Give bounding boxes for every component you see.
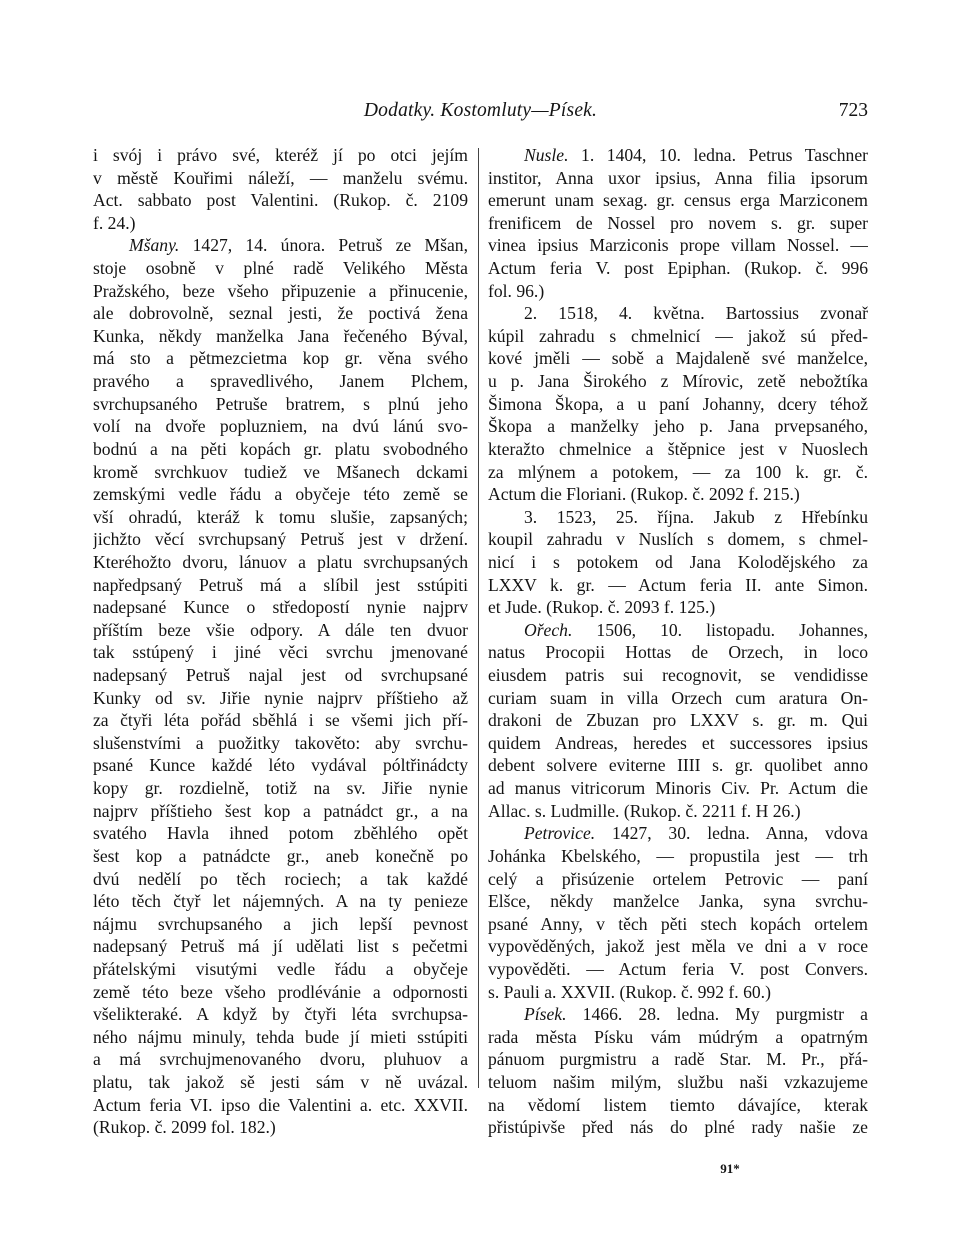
text-line — [488, 393, 868, 416]
line-text: svatého Havla ihned potom zběhlého opět — [93, 823, 468, 844]
text-line — [488, 1071, 868, 1094]
text-line — [488, 257, 868, 280]
line-text: má sto a pětmezcietma kop gr. věna svého — [93, 348, 468, 369]
left-column — [93, 144, 468, 1139]
line-text: dvú nedělí po těch rociech; a tak každé — [93, 868, 468, 889]
line-text: volí na dvoře popluzniem, na dvú lánú svo- — [93, 416, 468, 437]
line-text: za mlýnem a potokem, — za 100 k. gr. č. — [488, 461, 868, 482]
line-text: kopy gr. rozdielně, totiž na sv. Jiřie nynie — [93, 778, 468, 799]
line-text: i svój i právo své, kteréž jí po otci jejím — [93, 145, 468, 165]
signature-mark: 91* — [720, 1161, 740, 1176]
text-line — [488, 822, 868, 845]
line-text: a má svrchujmenovaného dvoru, pluhuov a — [93, 1049, 468, 1070]
line-text: v městě Kouřimi náleží, — manželu svému. — [93, 167, 468, 188]
line-text: vší ohradú, kteráž k tomu slušie, zapsaných; — [93, 506, 468, 527]
text-line — [93, 347, 468, 370]
line-text: curiam suam in villa Orzech cum aratura On- — [488, 687, 868, 708]
line-text: bodnú a na pěti kopách gr. platu svobodného — [93, 438, 468, 459]
line-text: 1466. 28. ledna. My purgmistr a — [566, 1004, 868, 1025]
text-line — [488, 438, 868, 461]
line-text: za čtyři léta pořád sběhlá i se všemi jich pří- — [93, 710, 468, 731]
line-text: LXXV k. gr. — Actum feria II. ante Simon. — [488, 574, 868, 595]
line-text: ného nájmu minuly, tehda bude jí mieti sstúpiti — [93, 1026, 468, 1047]
text-line — [488, 664, 868, 687]
line-text: kromě svrchkuov tudiež ve Mšanech dckami — [93, 461, 468, 482]
text-line — [488, 641, 868, 664]
text-line — [93, 935, 468, 958]
line-text: nájmu svrchupsaného a jich lepší pevnost — [93, 913, 468, 934]
line-text: nadepsaný Petruš má jí udělati list s pečetmi — [93, 936, 468, 957]
line-text: ad manus vitricorum Minoris Civ. Pr. Actum die — [488, 778, 868, 799]
text-line — [93, 822, 468, 845]
text-line — [488, 687, 868, 710]
line-text: kové jměli — sobě a Majdaleně své manželce, — [488, 348, 868, 369]
text-line — [93, 212, 468, 235]
text-line — [93, 325, 468, 348]
line-text: frenificem de Nossel pro novem s. gr. super — [488, 212, 868, 233]
line-text: ale dobrovolně, seznal jesti, že poctivá žena — [93, 303, 468, 324]
line-text: zemskými vedle řádu a obyčeje této země se — [93, 484, 468, 505]
line-text: Šimona Škopa, a u paní Johanny, dcery téhož — [488, 393, 868, 414]
text-line — [93, 189, 468, 212]
text-line — [488, 370, 868, 393]
text-line — [488, 506, 868, 529]
line-text: napředpsaný Petruš má a slíbil jest sstúpiti — [93, 574, 468, 595]
text-line — [488, 415, 868, 438]
line-text: psané Kunce každé léto vydával póltřinádcty — [93, 755, 468, 776]
line-text: přátelskými visutými vedle řádu a obyčeje — [93, 958, 468, 979]
line-text: země této beze všeho prodlévánie a odpornosti — [93, 981, 468, 1002]
line-text: Kunka, někdy manželka Jana řečeného Býval, — [93, 325, 468, 346]
text-line — [488, 1116, 868, 1139]
text-line — [488, 1026, 868, 1049]
text-line — [93, 1094, 468, 1117]
line-text: na vědomí listem tiemto dávajíce, kterak — [488, 1094, 868, 1115]
text-line — [488, 528, 868, 551]
place-name: Mšany. — [129, 235, 180, 256]
line-text: Kteréhožto dvoru, lánuov a platu svrchupsaných — [93, 551, 468, 572]
line-text: 3. 1523, 25. října. Jakub z Hřebínku — [524, 506, 868, 527]
line-text: 2. 1518, 4. května. Bartossius zvonař — [524, 303, 868, 324]
text-line — [93, 1003, 468, 1026]
text-line — [488, 189, 868, 212]
text-line — [93, 845, 468, 868]
text-line — [488, 958, 868, 981]
text-line — [93, 144, 468, 167]
text-line — [488, 981, 868, 1004]
line-text: koupil zahradu v Nuslích s domem, s chmel- — [488, 529, 868, 550]
text-line — [93, 641, 468, 664]
text-line — [93, 302, 468, 325]
line-text: psané Anny, v těch pěti stech kopách ortelem — [488, 913, 868, 934]
text-line — [488, 754, 868, 777]
line-text: emerunt unam sexag. gr. census erga Marziconem — [488, 190, 868, 211]
line-text: tak sstúpený i jiné věci svrchu jmenované — [93, 642, 468, 663]
text-line — [93, 596, 468, 619]
running-title: Dodatky. Kostomluty—Písek. — [363, 100, 598, 121]
line-text: kúpil zahradu s chmelnicí — jakož sú před- — [488, 325, 868, 346]
line-text: nadepsané Kunce o středopostí nynie najprv — [93, 597, 468, 618]
line-text: Allac. s. Ludmille. (Rukop. č. 2211 f. H 26.) — [488, 800, 801, 821]
text-line — [488, 461, 868, 484]
place-name: Petrovice. — [524, 823, 596, 844]
text-line — [488, 551, 868, 574]
text-line — [488, 347, 868, 370]
line-text: vypověděti. — Actum feria V. post Convers. — [488, 958, 868, 979]
text-line — [93, 687, 468, 710]
text-line — [93, 1116, 468, 1139]
text-line — [93, 483, 468, 506]
line-text: přistúpivše před nás do plné rady našie ze — [488, 1117, 868, 1138]
line-text: 1427, 14. února. Petruš ze Mšan, — [179, 235, 468, 256]
text-line — [488, 574, 868, 597]
line-text: kteražto chmelnice a štěpnice jest v Nuoslech — [488, 438, 868, 459]
text-line — [488, 777, 868, 800]
text-line — [93, 709, 468, 732]
text-line — [488, 845, 868, 868]
line-text: Pražského, beze všeho připuzenie a přinucenie, — [93, 280, 468, 301]
line-text: svrchupsaného Petruše bratrem, s plnú jeho — [93, 393, 468, 414]
text-line — [488, 212, 868, 235]
text-line — [93, 619, 468, 642]
text-line — [93, 461, 468, 484]
place-name: Nusle. — [524, 145, 569, 165]
text-line — [93, 280, 468, 303]
line-text: slušenstvími a puožitky takovětо: aby svrchu- — [93, 732, 468, 753]
running-head — [93, 100, 868, 130]
text-line — [93, 574, 468, 597]
line-text: celý a přisúzenie ortelem Petrovic — paní — [488, 868, 868, 889]
text-line — [488, 280, 868, 303]
text-line — [93, 506, 468, 529]
line-text: 1427, 30. ledna. Anna, vdova — [595, 823, 868, 844]
text-line — [93, 370, 468, 393]
text-line — [93, 664, 468, 687]
line-text: 1. 1404, 10. ledna. Petrus Taschner — [568, 145, 868, 165]
line-text: stoje osobně v plné radě Velikého Města — [93, 258, 468, 279]
line-text: debent solvere eviterne IIII s. gr. quolibet anno — [488, 755, 868, 776]
text-line — [488, 234, 868, 257]
line-text: u p. Jana Širokého z Mírovic, zetě nebožtíka — [488, 371, 868, 392]
line-text: s. Pauli a. XXVII. (Rukop. č. 992 f. 60.) — [488, 981, 771, 1002]
line-text: institor, Anna uxor ipsius, Anna filia ipsorum — [488, 167, 868, 188]
line-text: 1506, 10. listopadu. Johannes, — [572, 619, 868, 640]
line-text: drakoni de Zbuzan pro LXXV s. gr. m. Qui — [488, 710, 868, 731]
text-line — [488, 144, 868, 167]
text-line — [93, 167, 468, 190]
text-line — [488, 596, 868, 619]
text-line — [93, 1048, 468, 1071]
text-line — [488, 890, 868, 913]
line-text: platu, tak jakož sě jesti sám v ně uvázal. — [93, 1071, 468, 1092]
text-line — [93, 981, 468, 1004]
text-line — [488, 868, 868, 891]
text-line — [93, 913, 468, 936]
text-line — [488, 709, 868, 732]
line-text: vypověděných, jakož jest měla ve dni a v roce — [488, 936, 868, 957]
text-line — [488, 325, 868, 348]
line-text: Elšce, někdy manželce Janka, syna svrchu- — [488, 891, 868, 912]
line-text: šest kop a patnádcte gr., aneb konečně po — [93, 845, 468, 866]
line-text: pánuom purgmistru a radě Star. M. Pr., přá- — [488, 1049, 868, 1070]
text-line — [93, 1026, 468, 1049]
line-text: Actum feria VI. ipso die Valentini a. etc. XXVII. — [93, 1094, 468, 1115]
line-text: všelikteraké. A když by čtyři léta svrchupsa- — [93, 1004, 468, 1025]
text-line — [93, 868, 468, 891]
page-number: 723 — [838, 100, 868, 121]
text-line — [488, 732, 868, 755]
text-line — [488, 1003, 868, 1026]
line-text: najprv příštieho šest kop a patnádct gr., a na — [93, 800, 468, 821]
line-text: příštím beze všie odpory. A dále ten dvuor — [93, 619, 468, 640]
text-line — [488, 913, 868, 936]
line-text: nicí i s potokem od Jana Kolodějského za — [488, 551, 868, 572]
text-line — [488, 935, 868, 958]
place-name: Ořech. — [524, 619, 573, 640]
line-text: et Jude. (Rukop. č. 2093 f. 125.) — [488, 597, 716, 618]
text-line — [488, 167, 868, 190]
line-text: f. 24.) — [93, 212, 136, 233]
column-divider — [478, 148, 479, 1088]
text-line — [488, 619, 868, 642]
line-text: Škopa a manželky jeho p. Jana prvepsaného, — [488, 416, 868, 437]
line-text: Act. sabbato post Valentini. (Rukop. č. 2109 — [93, 190, 468, 211]
text-line — [93, 1071, 468, 1094]
line-text: eiusdem patris sui recognovit, se vendidisse — [488, 665, 868, 686]
text-line — [488, 1094, 868, 1117]
text-line — [93, 958, 468, 981]
text-line — [93, 234, 468, 257]
line-text: quidem Andreas, heredes et successores ipsius — [488, 732, 868, 753]
text-line — [93, 754, 468, 777]
text-line — [93, 257, 468, 280]
line-text: natus Procopii Hottas de Orzech, in loco — [488, 642, 868, 663]
line-text: Actum feria V. post Epiphan. (Rukop. č. 996 — [488, 258, 868, 279]
text-line — [93, 415, 468, 438]
line-text: pravého a spravedlivého, Janem Plchem, — [93, 371, 468, 392]
text-line — [93, 777, 468, 800]
line-text: fol. 96.) — [488, 280, 545, 301]
line-text: nadepsaný Petruš najal jest od svrchupsané — [93, 665, 468, 686]
line-text: Johánka Kbelského, — propustila jest — trh — [488, 845, 868, 866]
line-text: jichžto věcí svrchupsaný Petruš jest v držení. — [93, 529, 468, 550]
line-text: vinea ipsius Marziconis prope villam Nossel. — — [488, 235, 868, 256]
place-name: Písek. — [524, 1004, 567, 1025]
text-line — [488, 302, 868, 325]
line-text: Actum die Floriani. (Rukop. č. 2092 f. 215.) — [488, 484, 800, 505]
text-line — [488, 1048, 868, 1071]
text-line — [93, 732, 468, 755]
text-line — [93, 438, 468, 461]
text-line — [93, 393, 468, 416]
right-column — [488, 144, 868, 1139]
text-line — [93, 890, 468, 913]
line-text: teluom našim milým, službu naši vzkazujeme — [488, 1071, 868, 1092]
line-text: rada města Písku vám múdrým a opatrným — [488, 1026, 868, 1047]
line-text: (Rukop. č. 2099 fol. 182.) — [93, 1117, 276, 1138]
text-line — [93, 528, 468, 551]
text-line — [488, 800, 868, 823]
text-line — [93, 800, 468, 823]
text-line — [93, 551, 468, 574]
line-text: Kunky od sv. Jiřie nynie najprv příštieho až — [93, 687, 468, 708]
text-line — [488, 483, 868, 506]
line-text: léto těch čtyř let nájemných. A na ty penieze — [93, 891, 468, 912]
